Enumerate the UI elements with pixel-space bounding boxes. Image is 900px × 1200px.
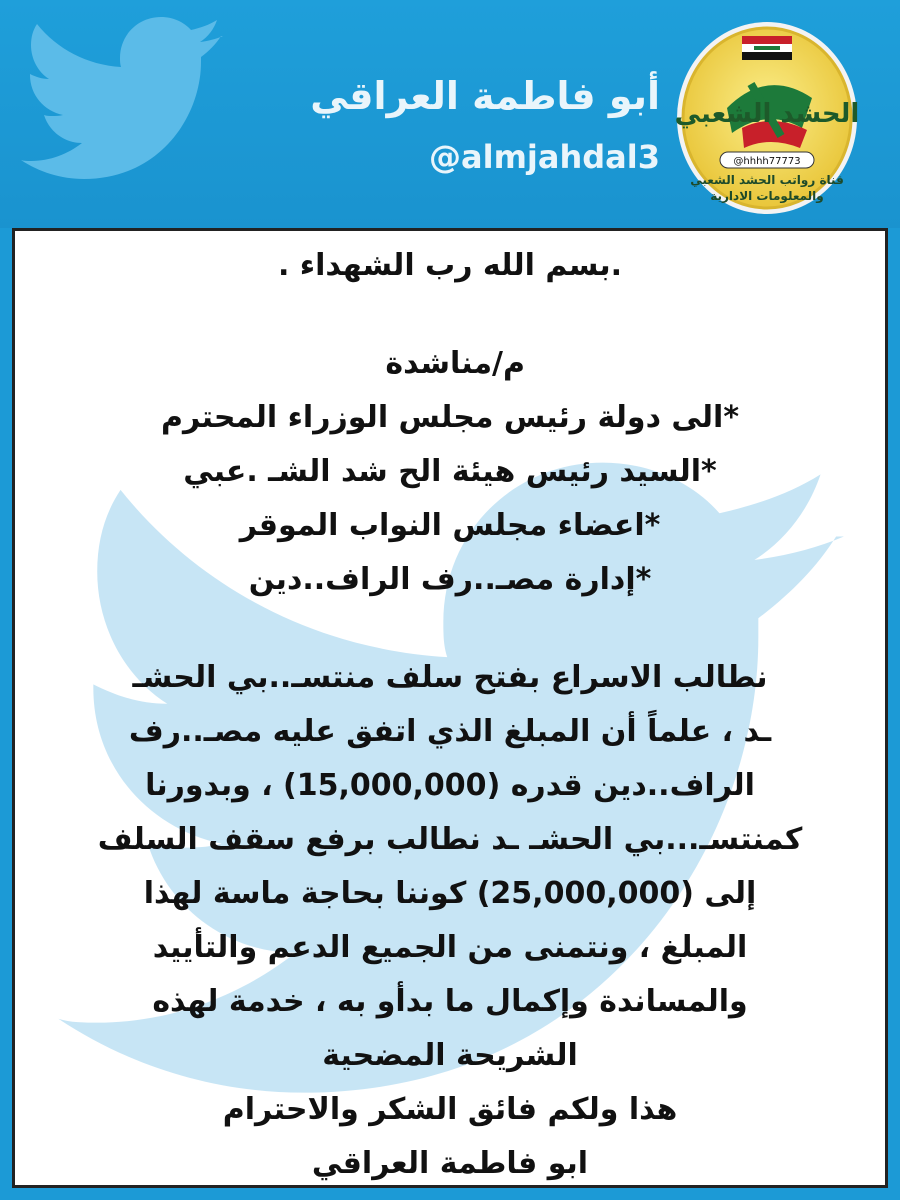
twitter-bird-icon — [18, 14, 228, 194]
body-line: كمنتسـ...بي الحشـ ـد نطالب برفع سقف السلف — [97, 822, 803, 857]
letter-signature: ابو فاطمة العراقي — [311, 1146, 589, 1181]
recipient-line: *السيد رئيس هيئة الح شد الشـ .عبي — [183, 454, 717, 489]
body-line: نطالب الاسراع بفتح سلف منتسـ..بي الحشـ — [132, 660, 768, 695]
letter-opening: .بسم الله رب الشهداء . — [277, 248, 623, 283]
profile-handle: @almjahdal3 — [429, 138, 660, 176]
emblem-title: الحشد الشعبي — [674, 99, 860, 129]
hashd-shaabi-emblem-icon — [672, 18, 862, 218]
body-line: الشريحة المضحية — [322, 1038, 578, 1073]
recipient-line: *اعضاء مجلس النواب الموقر — [239, 508, 661, 543]
body-line: إلى (25,000,000) كوننا بحاجة ماسة لهذا — [143, 876, 757, 911]
body-line: ـد ، علماً أن المبلغ الذي اتفق عليه مصـ..رف — [128, 714, 772, 749]
body-line: المبلغ ، ونتمنى من الجميع الدعم والتأييد — [152, 930, 748, 965]
emblem-caption-2: والمعلومات الادارية — [710, 189, 824, 203]
profile-header — [0, 0, 900, 228]
body-line: الراف..دين قدره (15,000,000) ، وبدورنا — [145, 768, 755, 803]
profile-name: أبو فاطمة العراقي — [310, 74, 660, 118]
recipient-line: *إدارة مصـ..رف الراف..دين — [248, 562, 652, 597]
emblem-caption-1: قناة رواتب الحشد الشعبي — [690, 173, 844, 187]
letter-closing: هذا ولكم فائق الشكر والاحترام — [222, 1092, 678, 1127]
emblem-badge: @hhhh77773 — [733, 156, 801, 167]
appeal-letter — [15, 231, 885, 1188]
body-line: والمساندة وإكمال ما بدأو به ، خدمة لهذه — [152, 984, 748, 1019]
letter-panel — [12, 228, 888, 1188]
recipient-line: *الى دولة رئيس مجلس الوزراء المحترم — [160, 400, 740, 435]
letter-subject: م/مناشدة — [385, 346, 525, 381]
